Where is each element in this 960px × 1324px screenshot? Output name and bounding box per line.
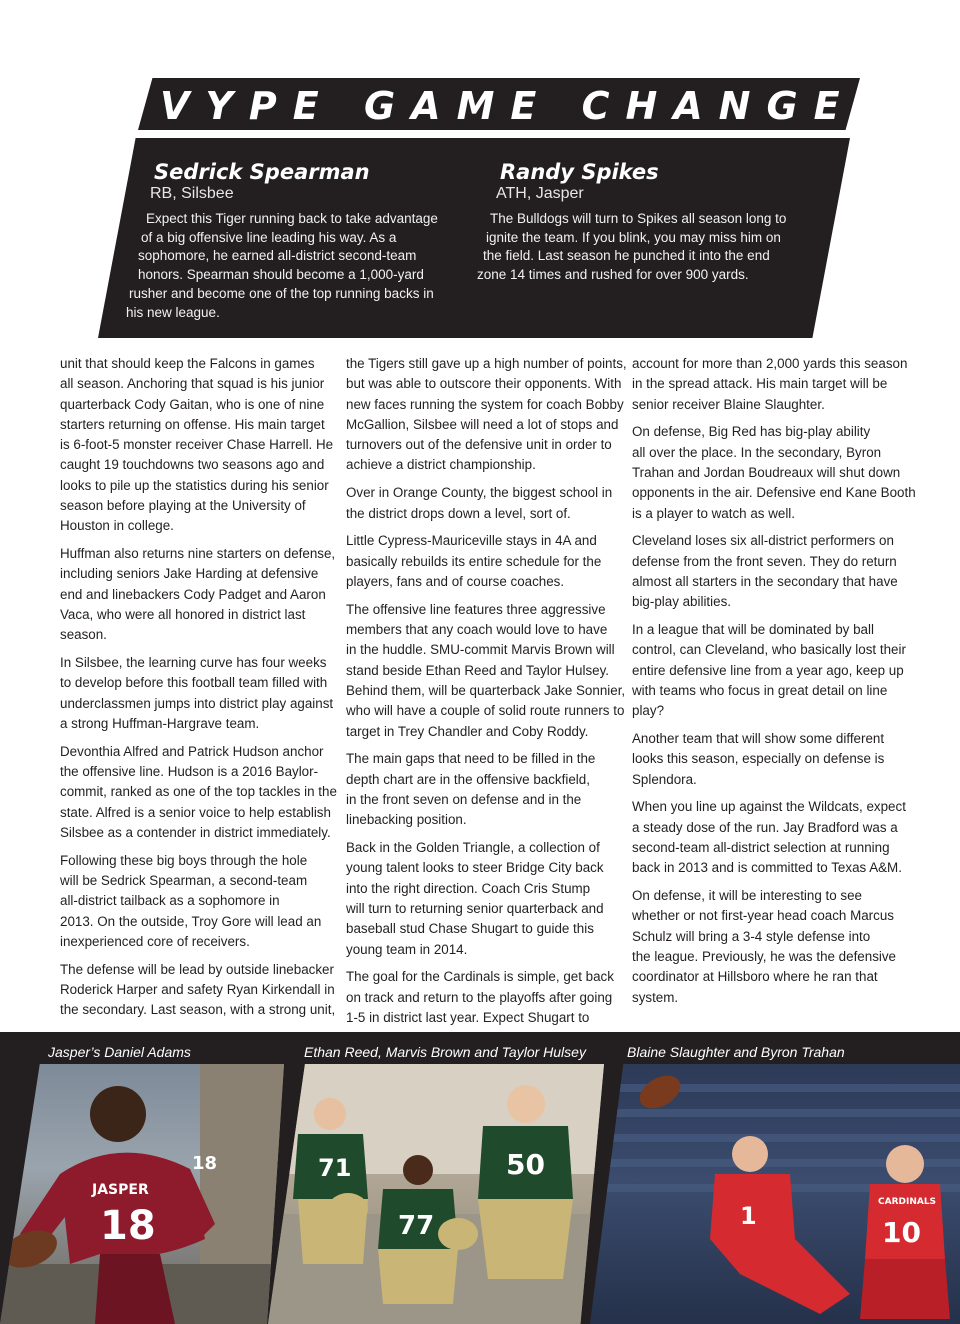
- article-paragraph: [60, 851, 332, 952]
- blurb-line: sophomore, he earned all-district second-team: [138, 248, 417, 264]
- blurb-line: zone 14 times and rushed for over 900 yards.: [477, 267, 749, 283]
- jersey-text: CARDINALS: [878, 1197, 937, 1207]
- article-line: is a player to watch as well.: [632, 505, 795, 521]
- article-paragraph: [60, 544, 336, 645]
- article-paragraph: [346, 600, 626, 742]
- article-line: Houston in college.: [60, 518, 174, 534]
- article-line: Silsbee as a contender in district immediately.: [60, 825, 331, 841]
- article-line: on track and return to the playoffs after going: [346, 989, 613, 1005]
- article-paragraph: [632, 354, 908, 415]
- article-line: back in 2013 and is committed to Texas A&M.: [632, 860, 902, 876]
- article-line: into the right direction. Coach Cris Stump: [346, 880, 591, 896]
- jersey-number: 18: [100, 1203, 156, 1249]
- article-line: senior receiver Blaine Slaughter.: [632, 396, 825, 412]
- article-column-1: [60, 354, 337, 1028]
- jersey-number: 77: [398, 1211, 435, 1241]
- article-line: opponents in the air. Defensive end Kane Booth: [632, 485, 916, 501]
- article-line: Little Cypress-Mauriceville stays in 4A and: [346, 533, 597, 549]
- article-line: play?: [632, 703, 665, 719]
- article-line: target in Trey Chandler and Coby Roddy.: [346, 723, 589, 739]
- article-line: The offensive line features three aggressive: [346, 601, 606, 617]
- article-line: starters returning on offense. His main target: [60, 416, 325, 432]
- photo-caption: Jasper’s Daniel Adams: [48, 1044, 191, 1060]
- article-line: the league. Previously, he was the defensive: [632, 949, 897, 965]
- photo-caption: Blaine Slaughter and Byron Trahan: [627, 1044, 845, 1060]
- article-line: account for more than 2,000 yards this season: [632, 356, 908, 371]
- jersey-text: JASPER: [92, 1182, 149, 1198]
- article-line: a steady dose of the run. Jay Bradford was a: [632, 819, 898, 835]
- article-line: coordinator at Hillsboro where he ran that: [632, 969, 878, 985]
- blurb-line: the field. Last season he punched it into the end: [483, 248, 770, 264]
- article-line: state. Alfred is a senior voice to help establish: [60, 804, 331, 820]
- blurb-line: Expect this Tiger running back to take advantage: [146, 211, 438, 226]
- blurb-line: The Bulldogs will turn to Spikes all season long to: [490, 211, 787, 226]
- article-line: When you line up against the Wildcats, expect: [632, 799, 906, 815]
- article-line: Trahan and Jordan Boudreaux will shut down: [632, 464, 901, 480]
- article-paragraph: [346, 354, 627, 476]
- article-line: to develop before this football team filled with: [60, 675, 328, 691]
- article-line: almost all starters in the secondary that have: [632, 573, 898, 589]
- article-line: On defense, Big Red has big-play ability: [632, 424, 871, 440]
- article-line: second-team all-district selection at running: [632, 840, 890, 856]
- article-line: a strong Huffman-Hargrave team.: [60, 716, 260, 732]
- article-line: in the huddle. SMU-commit Marvis Brown will: [346, 642, 615, 658]
- profile-position: RB, Silsbee: [150, 185, 234, 202]
- article-line: Back in the Golden Triangle, a collection of: [346, 840, 600, 856]
- article-line: Over in Orange County, the biggest school in: [346, 485, 613, 501]
- article-paragraph: [60, 653, 332, 734]
- page-title: VYPE GAME CHANGERS: [160, 84, 945, 128]
- profile-name: Sedrick Spearman: [154, 160, 370, 184]
- article-line: the offensive line. Hudson is a 2016 Baylor-: [60, 764, 319, 780]
- article-line: unit that should keep the Falcons in games: [60, 356, 315, 371]
- article-line: McGallion, Silsbee will need a lot of stops and: [346, 416, 619, 432]
- article-line: but was able to outscore their opponents. With: [346, 376, 622, 392]
- blurb-line: honors. Spearman should become a 1,000-yard: [138, 267, 424, 283]
- article-paragraph: [346, 838, 618, 960]
- article-paragraph: [632, 797, 904, 878]
- article-line: in the spread attack. His main target will be: [632, 376, 888, 392]
- article-line: The defense will be lead by outside linebacker: [60, 961, 334, 977]
- article-line: Behind them, will be quarterback Jake Sonnier,: [346, 682, 626, 698]
- article-paragraph: [632, 620, 904, 721]
- jersey-number: 71: [318, 1154, 352, 1182]
- article-line: will turn to returning senior quarterback and: [346, 900, 604, 916]
- article-line: in the front seven on defense and in the: [346, 791, 582, 807]
- article-line: will be Sedrick Spearman, a second-team: [60, 873, 308, 889]
- profile-blurb: [126, 210, 474, 322]
- article-line: Schulz will bring a 3-4 style defense into: [632, 928, 871, 944]
- article-line: young talent looks to steer Bridge City back: [346, 860, 604, 876]
- jersey-number: 50: [506, 1148, 545, 1181]
- article-line: members that any coach would love to have: [346, 622, 608, 638]
- article-line: Roderick Harper and safety Ryan Kirkendall in: [60, 982, 335, 998]
- article-line: underclassmen jumps into district play against: [60, 695, 334, 711]
- article-line: season before playing at the University of: [60, 498, 306, 514]
- article-line: Vaca, who were all honored in district last: [60, 607, 306, 623]
- article-line: The main gaps that need to be filled in the: [346, 751, 596, 767]
- article-line: caught 19 touchdowns two seasons ago and: [60, 457, 325, 473]
- article-paragraph: [632, 422, 916, 523]
- article-line: baseball stud Chase Shugart to guide this: [346, 921, 594, 937]
- profile-spikes: [477, 160, 820, 285]
- article-line: looks this season, especially on defense is: [632, 751, 885, 767]
- profile-spearman: [126, 160, 474, 322]
- article-line: all over the place. In the secondary, Byron: [632, 444, 882, 460]
- profile-blurb: [477, 210, 820, 285]
- photo-bridge-city-players: [590, 1064, 960, 1324]
- article-paragraph: [60, 354, 332, 537]
- blurb-line: of a big offensive line leading his way. As a: [141, 229, 397, 245]
- article-line: with teams who focus in great detail on line: [632, 682, 888, 698]
- article-line: looks to pile up the statistics during his senior: [60, 477, 329, 493]
- article-line: The goal for the Cardinals is simple, get back: [346, 969, 614, 985]
- jersey-number: 10: [882, 1216, 921, 1249]
- profile-name: Randy Spikes: [500, 160, 659, 184]
- article-line: linebacking position.: [346, 812, 467, 828]
- article-line: Another team that will show some different: [632, 731, 885, 747]
- article-column-3: [632, 354, 916, 1015]
- article-paragraph: [632, 531, 904, 612]
- article-line: all-district tailback as a sophomore in: [60, 893, 280, 909]
- article-paragraph: [346, 483, 618, 524]
- blurb-line: his new league.: [126, 304, 220, 320]
- article-line: players, fans and of course coaches.: [346, 573, 565, 589]
- article-line: season.: [60, 627, 107, 643]
- article-line: new faces running the system for coach Bobby: [346, 396, 624, 412]
- article-line: In a league that will be dominated by ball: [632, 622, 874, 638]
- article-line: including seniors Jake Harding at defensive: [60, 566, 319, 582]
- blurb-line: rusher and become one of the top running backs in: [129, 285, 434, 301]
- article-paragraph: [60, 742, 337, 843]
- article-paragraph: [346, 531, 618, 592]
- article-line: commit, ranked as one of the top tackles in the: [60, 784, 337, 800]
- article-line: basically rebuilds its entire schedule for the: [346, 553, 602, 569]
- article-line: 1-5 in district last year. Expect Shugart to: [346, 1009, 590, 1025]
- article-line: defense from the front seven. They do return: [632, 553, 897, 569]
- photo-lcm-linemen: [268, 1064, 604, 1324]
- article-line: control, can Cleveland, who basically lost their: [632, 642, 906, 658]
- profile-position: ATH, Jasper: [496, 185, 584, 202]
- article-paragraph: [632, 729, 904, 790]
- article-line: On defense, it will be interesting to see: [632, 888, 863, 904]
- photo-caption: Ethan Reed, Marvis Brown and Taylor Hulsey: [304, 1044, 586, 1060]
- article-line: young team in 2014.: [346, 941, 468, 957]
- article-line: who will have a couple of solid route runners to: [346, 703, 625, 719]
- article-line: achieve a district championship.: [346, 457, 536, 473]
- article-line: all season. Anchoring that squad is his junior: [60, 376, 325, 392]
- article-line: the secondary. Last season, with a strong unit,: [60, 1002, 336, 1018]
- article-line: the district drops down a level, sort of.: [346, 505, 571, 521]
- article-line: Huffman also returns nine starters on defense,: [60, 546, 336, 562]
- article-column-2: [346, 354, 627, 1036]
- article-line: entire defensive line from a year ago, keep up: [632, 662, 904, 678]
- article-line: depth chart are in the offensive backfield,: [346, 771, 590, 787]
- article-line: system.: [632, 989, 679, 1005]
- article-paragraph: [346, 967, 618, 1028]
- article-line: Following these big boys through the hole: [60, 852, 308, 868]
- article-line: turnovers out of the defensive unit in order to: [346, 437, 612, 453]
- article-line: Splendora.: [632, 771, 697, 787]
- article-line: end and linebackers Cody Padget and Aaron: [60, 586, 326, 602]
- jersey-number: 1: [740, 1202, 757, 1230]
- article-paragraph: [346, 749, 618, 830]
- article-line: the Tigers still gave up a high number of points,: [346, 356, 627, 371]
- article-line: big-play abilities.: [632, 594, 731, 610]
- article-line: Cleveland loses six all-district performers on: [632, 533, 894, 549]
- photo-daniel-adams: [0, 1064, 284, 1324]
- article-line: In Silsbee, the learning curve has four weeks: [60, 655, 327, 671]
- article-line: is 6-foot-5 monster receiver Chase Harrell. He: [60, 437, 334, 453]
- article-line: quarterback Cody Gaitan, who is one of nine: [60, 396, 325, 412]
- article-line: stand beside Ethan Reed and Taylor Hulsey.: [346, 662, 610, 678]
- article-line: inexperienced core of receivers.: [60, 934, 250, 950]
- blurb-line: ignite the team. If you blink, you may miss him on: [486, 229, 781, 245]
- article-paragraph: [632, 886, 904, 1008]
- article-line: 2013. On the outside, Troy Gore will lead an: [60, 913, 322, 929]
- article-line: Devonthia Alfred and Patrick Hudson anchor: [60, 743, 324, 759]
- article-paragraph: [60, 960, 336, 1021]
- article-line: whether or not first-year head coach Marcus: [632, 908, 894, 924]
- sleeve-number: 18: [192, 1153, 218, 1174]
